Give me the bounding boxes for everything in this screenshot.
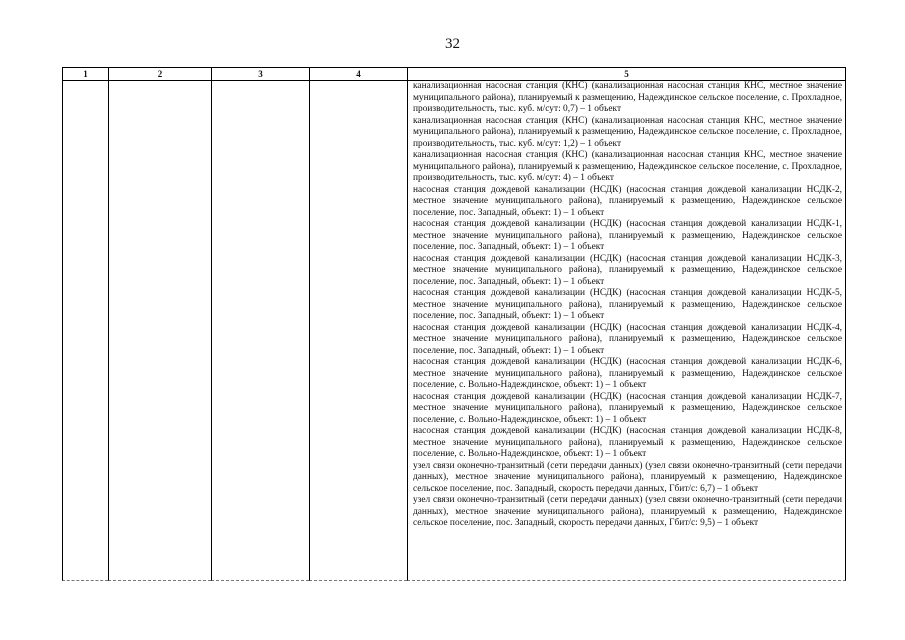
column-header-2: 2: [108, 68, 211, 80]
column-header-1: 1: [62, 68, 108, 80]
object-entry: насосная станция дождевой канализации (НСДК) (насосная станция дождевой канализации НСДК-1, местное значение муниципального района), планируемый к размещению, Надеждинское сельское поселение, пос. Западный, объект: 1) – 1 объект: [413, 219, 842, 252]
table-cell-col5: [407, 81, 846, 581]
object-entry: канализационная насосная станция (КНС) (канализационная насосная станция КНС, местное значение муниципального района), планируемый к размещению, Надеждинское сельское поселение, с. Прохладное, производительность, тыс. куб. м/сут: 0,7) – 1 объект: [413, 81, 842, 114]
table-cell-col3: [211, 81, 309, 581]
column-header-3: 3: [211, 68, 309, 80]
object-entry: насосная станция дождевой канализации (НСДК) (насосная станция дождевой канализации НСДК-8, местное значение муниципального района), планируемый к размещению, Надеждинское сельское поселение, с. Вольно-Надеждинское, объект: 1) – 1 объект: [413, 426, 842, 459]
object-entry: насосная станция дождевой канализации (НСДК) (насосная станция дождевой канализации НСДК-6, местное значение муниципального района), планируемый к размещению, Надеждинское сельское поселение, с. Вольно-Надеждинское, объект: 1) – 1 объект: [413, 357, 842, 390]
table-header-row: [62, 67, 846, 81]
object-entry: канализационная насосная станция (КНС) (канализационная насосная станция КНС, местное значение муниципального района), планируемый к размещению, Надеждинское сельское поселение, с. Прохладное, производительность, тыс. куб. м/сут: 4) – 1 объект: [413, 150, 842, 183]
column-header-4: 4: [309, 68, 407, 80]
table-row: [62, 81, 846, 581]
object-entry: насосная станция дождевой канализации (НСДК) (насосная станция дождевой канализации НСДК-3, местное значение муниципального района), планируемый к размещению, Надеждинское сельское поселение, пос. Западный, объект: 1) – 1 объект: [413, 253, 842, 287]
object-entry: насосная станция дождевой канализации (НСДК) (насосная станция дождевой канализации НСДК-5, местное значение муниципального района), планируемый к размещению, Надеждинское сельское поселение, пос. Западный, объект: 1) – 1 объект: [413, 288, 842, 321]
table-cell-col2: [108, 81, 211, 581]
column-header-5: 5: [407, 68, 846, 80]
object-entry: насосная станция дождевой канализации (НСДК) (насосная станция дождевой канализации НСДК-4, местное значение муниципального района), планируемый к размещению, Надеждинское сельское поселение, пос. Западный, объект: 1) – 1 объект: [413, 322, 842, 356]
table-cell-col4: [309, 81, 407, 581]
object-entry: узел связи оконечно-транзитный (сети передачи данных) (узел связи оконечно-транзитный (сети передачи данных), местное значение муниципального района), планируемый к размещению, Надеждинское сельское поселение, пос. Западный, скорость передачи данных, Гбит/с: 6,7) – 1 объект: [413, 460, 842, 494]
object-entry: насосная станция дождевой канализации (НСДК) (насосная станция дождевой канализации НСДК-2, местное значение муниципального района), планируемый к размещению, Надеждинское сельское поселение, пос. Западный, объект: 1) – 1 объект: [413, 184, 842, 218]
object-entry: канализационная насосная станция (КНС) (канализационная насосная станция КНС, местное значение муниципального района), планируемый к размещению, Надеждинское сельское поселение, с. Прохладное, производительность, тыс. куб. м/сут: 1,2) – 1 объект: [413, 115, 842, 149]
document-table: [62, 67, 846, 581]
table-cell-col1: [62, 81, 108, 581]
object-entry: насосная станция дождевой канализации (НСДК) (насосная станция дождевой канализации НСДК-7, местное значение муниципального района), планируемый к размещению, Надеждинское сельское поселение, с. Вольно-Надеждинское, объект: 1) – 1 объект: [413, 391, 842, 425]
object-entry: узел связи оконечно-транзитный (сети передачи данных) (узел связи оконечно-транзитный (сети передачи данных), местное значение муниципального района), планируемый к размещению, Надеждинское сельское поселение, пос. Западный, скорость передачи данных, Гбит/с: 9,5) – 1 объект: [413, 495, 842, 528]
page-number: 32: [445, 36, 460, 52]
